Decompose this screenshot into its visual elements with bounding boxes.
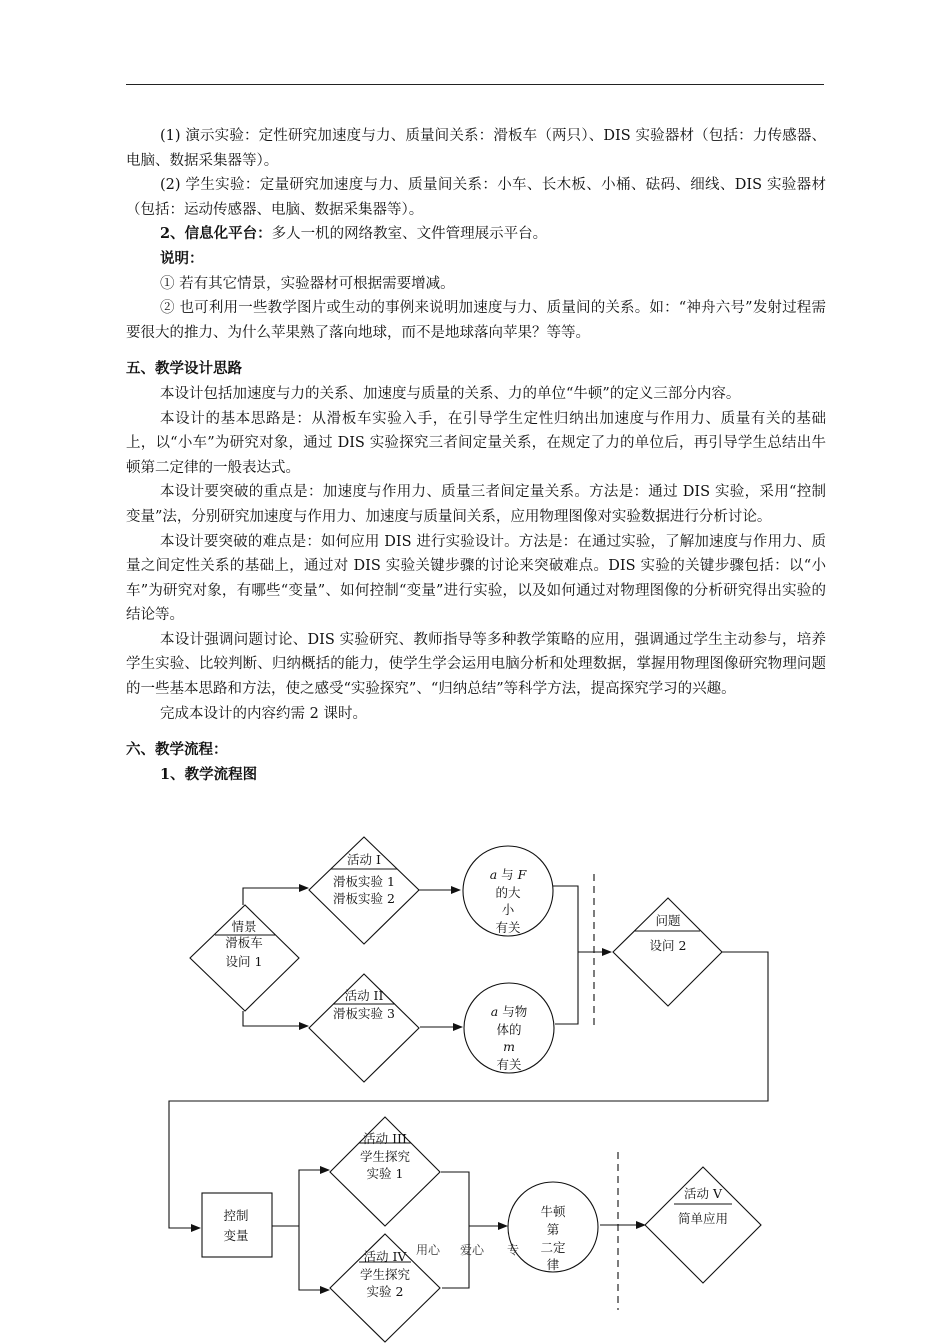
- section5-paragraph-2: 本设计的基本思路是：从滑板车实验入手，在引导学生定性归纳出加速度与作用力、质量有关的基础上，以“小车”为研究对象，通过 DIS 实验探究三者间定量关系，在规定了力的单位后，再引导学生总结出牛顿第二定律的一般表达式。: [126, 410, 826, 476]
- note-item-2: ② 也可利用一些教学图片或生动的事例来说明加速度与力、质量间的关系。如：“神舟六号”发射过程需要很大的推力、为什么苹果熟了落向地球，而不是地球落向苹果？等等。: [126, 300, 826, 341]
- circle2-symbol-a: a: [490, 1004, 499, 1019]
- watermark-3: 专: [507, 1243, 520, 1257]
- connector-scene-to-act2: [243, 1011, 308, 1026]
- section5-paragraph-3: 本设计要突破的重点是：加速度与作用力、质量三者间定量关系。方法是：通过 DIS 实验，采用“控制变量”法，分别研究加速度与作用力、加速度与质量间关系，应用物理图像对实验数据进行分析讨论。: [126, 484, 826, 525]
- connector-control-to-act3: [299, 1170, 329, 1226]
- question-item: 设问 2: [649, 938, 687, 953]
- section5-paragraph-6: 完成本设计的内容约需 2 课时。: [160, 705, 367, 722]
- watermark-2: 爱心: [460, 1243, 485, 1257]
- section-heading-5: 五、教学设计思路: [126, 360, 242, 378]
- circle2-line-2: 体的: [496, 1022, 522, 1037]
- circle2-line-1: [491, 1004, 528, 1019]
- section5-paragraph-1: 本设计包括加速度与力的关系、加速度与质量的关系、力的单位“牛顿”的定义三部分内容。: [160, 385, 741, 402]
- circle1-line-2: 的大: [495, 885, 521, 900]
- question-title: 问题: [655, 913, 681, 928]
- note-item-1: ① 若有其它情景，实验器材可根据需要增减。: [160, 275, 455, 292]
- control-line-1: 控制: [223, 1208, 249, 1223]
- activity1-title: 活动 I: [347, 852, 381, 867]
- newton-line-1: 牛顿: [540, 1204, 566, 1219]
- circle2-connector: 与物: [498, 1004, 528, 1019]
- activity5-title: 活动 V: [683, 1186, 723, 1201]
- section5-paragraph-4: 本设计要突破的难点是：如何应用 DIS 进行实验设计。方法是：在通过实验，了解加速度与作用力、质量之间定性关系的基础上，通过对 DIS 实验关键步骤的讨论来突破难点。DIS 实验的关键步骤包括：以“小车”为研究对象，有哪些“变量”、如何控制“变量”进行实验，以及如何通过对物理图像的分析研究得出实验的结论等。: [126, 533, 826, 624]
- control-variable-box: [202, 1193, 272, 1257]
- circle1-line-3: 小: [501, 902, 515, 917]
- newton-line-2: 第: [546, 1222, 560, 1237]
- paragraph-demo-experiment: (1) 演示实验：定性研究加速度与力、质量间关系：滑板车（两只）、DIS 实验器材（包括：力传感器、电脑、数据采集器等）。: [126, 128, 826, 169]
- platform-heading: 2、信息化平台：: [160, 225, 272, 243]
- activity1-item-1: 滑板实验 1: [333, 874, 395, 889]
- connector-control-to-act4: [299, 1226, 329, 1290]
- control-line-2: 变量: [223, 1228, 249, 1243]
- activity2-title: 活动 II: [344, 988, 384, 1003]
- circle1-connector: 与: [497, 867, 518, 882]
- newton-line-4: 律: [546, 1257, 560, 1272]
- note-title-text: 说明：: [160, 249, 204, 267]
- newton-line-3: 二定: [540, 1240, 566, 1255]
- scene-label-2: 滑板车: [225, 935, 263, 950]
- activity4-item-1: 学生探究: [359, 1267, 411, 1282]
- activity4-item-2: 实验 2: [366, 1284, 404, 1299]
- circle2-line-3: m: [503, 1039, 515, 1054]
- scene-label-3: 设问 1: [225, 954, 263, 969]
- connector-circle1-merge: [553, 886, 578, 1024]
- circle2-line-4: 有关: [496, 1057, 522, 1072]
- subsection-heading-flowchart: 1、教学流程图: [160, 765, 258, 783]
- activity2-item-1: 滑板实验 3: [333, 1006, 395, 1021]
- activity5-item-1: 简单应用: [677, 1211, 729, 1226]
- activity3-title: 活动 III: [363, 1131, 407, 1146]
- circle1-symbol-a: a: [489, 867, 498, 882]
- circle1-symbol-F: F: [517, 867, 527, 882]
- paragraph-student-experiment: (2) 学生实验：定量研究加速度与力、质量间关系：小车、长木板、小桶、砝码、细线、DIS 实验器材（包括：运动传感器、电脑、数据采集器等）。: [126, 177, 826, 218]
- circle1-line-1: [490, 867, 528, 882]
- section5-paragraph-5: 本设计强调问题讨论、DIS 实验研究、教师指导等多种教学策略的应用，强调通过学生主动参与，培养学生实验、比较判断、归纳概括的能力，使学生学会运用电脑分析和处理数据，掌握用物理图像研究物理问题的一些基本思路和方法，使之感受“实验探究”、“归纳总结”等科学方法，提高探究学习的兴趣。: [126, 631, 826, 698]
- watermark-1: 用心: [416, 1243, 441, 1257]
- section-heading-6: 六、教学流程：: [126, 741, 228, 759]
- circle1-line-4: 有关: [495, 920, 521, 935]
- connector-act3-act4-merge: [441, 1172, 469, 1288]
- activity4-title: 活动 IV: [363, 1249, 407, 1264]
- platform-text: 多人一机的网络教室、文件管理展示平台。: [271, 226, 548, 243]
- activity1-item-2: 滑板实验 2: [333, 891, 395, 906]
- scene-label-1: 情景: [231, 919, 257, 934]
- connector-scene-to-act1: [243, 888, 308, 905]
- activity3-item-1: 学生探究: [359, 1149, 411, 1164]
- activity3-item-2: 实验 1: [366, 1166, 404, 1181]
